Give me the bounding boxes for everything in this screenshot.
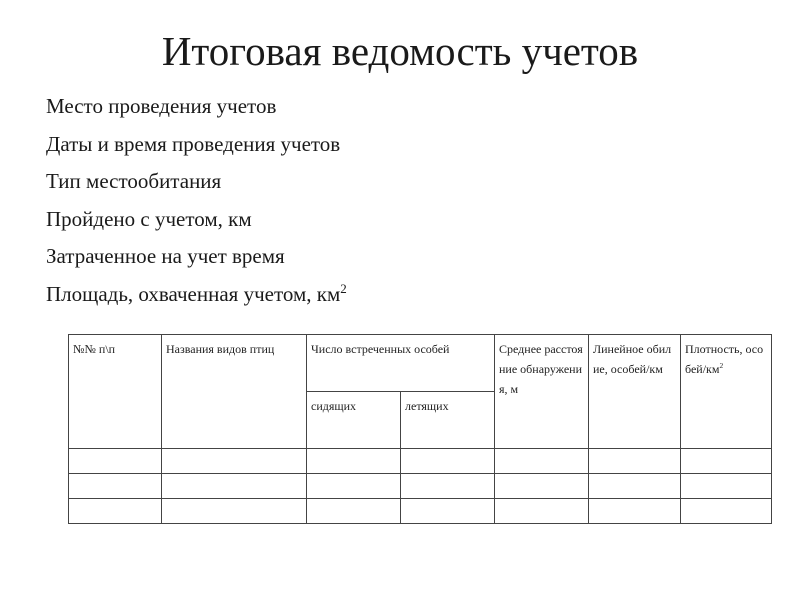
header-abundance: Линейное обилие, особей/км xyxy=(589,335,681,449)
table-cell[interactable] xyxy=(401,499,495,524)
header-sitting: сидящих xyxy=(307,392,401,449)
field-location: Место проведения учетов xyxy=(46,94,277,118)
tally-table xyxy=(68,334,772,524)
table-cell[interactable] xyxy=(69,474,162,499)
table-cell[interactable] xyxy=(589,449,681,474)
table-cell[interactable] xyxy=(69,449,162,474)
table-cell[interactable] xyxy=(162,499,307,524)
table-cell[interactable] xyxy=(681,449,772,474)
header-density-exponent: 2 xyxy=(719,361,724,370)
field-area-label: Площадь, охваченная учетом, км xyxy=(46,281,341,306)
header-flying: летящих xyxy=(401,392,495,449)
field-list xyxy=(46,94,347,319)
header-number: №№ п\п xyxy=(69,335,162,449)
table-cell[interactable] xyxy=(495,499,589,524)
table-cell[interactable] xyxy=(681,499,772,524)
table-row xyxy=(69,449,772,474)
field-habitat: Тип местообитания xyxy=(46,169,222,193)
table-cell[interactable] xyxy=(307,499,401,524)
table-cell[interactable] xyxy=(495,474,589,499)
header-density xyxy=(681,335,772,449)
header-species: Названия видов птиц xyxy=(162,335,307,449)
table-cell[interactable] xyxy=(589,499,681,524)
header-distance: Среднее расстояние обнаружения, м xyxy=(495,335,589,449)
table-cell[interactable] xyxy=(495,449,589,474)
field-area xyxy=(46,282,347,306)
header-count: Число встреченных особей xyxy=(307,335,495,392)
table-cell[interactable] xyxy=(681,474,772,499)
table-cell[interactable] xyxy=(401,449,495,474)
table-row xyxy=(69,499,772,524)
field-time: Затраченное на учет время xyxy=(46,244,285,268)
table-cell[interactable] xyxy=(69,499,162,524)
table-cell[interactable] xyxy=(307,449,401,474)
table-cell[interactable] xyxy=(589,474,681,499)
table-cell[interactable] xyxy=(162,449,307,474)
field-distance: Пройдено с учетом, км xyxy=(46,206,252,231)
table-header-row xyxy=(69,335,772,392)
table-cell[interactable] xyxy=(307,474,401,499)
page-title: Итоговая ведомость учетов xyxy=(161,28,639,74)
field-area-exponent: 2 xyxy=(340,280,347,296)
field-dates: Даты и время проведения учетов xyxy=(46,131,341,156)
table-cell[interactable] xyxy=(401,474,495,499)
table-cell[interactable] xyxy=(162,474,307,499)
table-row xyxy=(69,474,772,499)
header-density-label: Плотность, особей/км xyxy=(685,342,764,376)
